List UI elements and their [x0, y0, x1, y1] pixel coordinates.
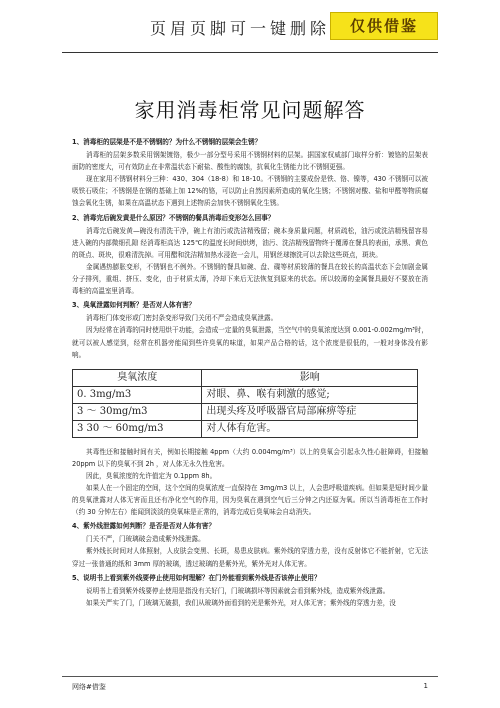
- banner-text: 页眉页脚可一键删除: [150, 19, 331, 38]
- answer-paragraph: 现在家用不锈钢材料分三种：430、304（18-8）和 18-10。不锈钢的主要成份是铁、铬、镍等，430 不锈钢可以被吸铁石吸住；不锈钢是在钢的基础上加 12%的铬，可以防止自然因素所造成的氧化生锈；不锈钢对酸、盐和甲醛等物质腐蚀会氧化生锈，如果在高温状态下遇到上述物质会加快不锈钢氧化生锈。: [72, 175, 428, 208]
- answer-paragraph: 其毒性还和接触时间有关，例如长期接触 4ppm（大约 0.004mg/m³）以上的臭氧会引起永久性心脏障碍，但接触 20ppm 以下的臭氧不到 2h ，对人体无永久性危害。: [72, 447, 428, 468]
- table-row: [73, 420, 418, 437]
- answer-paragraph: 金属遇热膨胀变形，不锈钢也不例外。不锈钢的餐具如碗、盘、碟等材质较薄的餐具在较长的高温状态下会加剧金属分子排列，重组、挤压、变化，由于材质太薄，冷却下来后无法恢复到原来的状态。所以较薄的金属餐具最好不要放在消毒柜的高温室里消毒。: [72, 262, 428, 296]
- question-1: 1、消毒柜的层架是不是不锈钢的？为什么不锈钢的层架会生锈？: [72, 138, 262, 146]
- table-header-row: [73, 369, 418, 386]
- answer-paragraph: 消毒柜的层架多数采用钢架镀铬，极少一部分型号采用不锈钢材料的层架。据国家权威部门取样分析：镀铬的层架表面防的密度大，可有效防止在非常温状态下耐盐、酸性的腐蚀，抗氧化生锈能力比不锈钢更强。: [72, 151, 428, 172]
- ozone-concentration-table: [72, 369, 418, 438]
- table-row: [73, 386, 418, 403]
- answer-paragraph: 门关不严，门玻璃破会造成紫外线泄露。: [86, 535, 205, 544]
- table-cell: 3 ～ 30mg/m3: [73, 403, 202, 420]
- answer-paragraph: 说明书上看到紫外线要停止使用是指没有关好门，门玻璃损坏等因素就会看到紫外线，造成紫外线泄露。: [86, 586, 390, 595]
- question-4: 4、紫外线泄露如何判断？是否是否对人体有害？: [72, 522, 216, 531]
- table-cell: 3 30 ～ 60mg/m3: [73, 420, 202, 437]
- question-5: 5、说明书上看到紫外线要停止使用如何理解？在门外能看到紫外线是否该停止使用？: [72, 573, 321, 582]
- answer-paragraph: 消毒完后碗发黄—碗没有清洗干净，碗上有油污或洗洁精残留；碗本身质量问题，材质疏松，油污或洗洁精残留容易进入碗的内部微细孔隙 经消毒柜高达 125℃的温度长时间烘烤，油污、洗洁精残留物终于覆薄在餐具的表面，承黑、黄色的斑点、斑块，很难清洗掉。可用醋和洗洁精加热水浸泡一会儿，用钢丝球擦洗可以去除这些斑点，斑块。: [72, 226, 428, 259]
- footer-rule: [62, 676, 438, 677]
- reference-badge: 仅供借鉴: [330, 12, 438, 40]
- answer-paragraph: 如果关严实了门，门玻璃无破损，我们从玻璃外面看到的光是紫外光，对人体无害；紫外线的穿透力差，没: [86, 598, 396, 607]
- table-header-cell: 臭氧浓度: [73, 369, 202, 386]
- table-row: [73, 403, 418, 420]
- table-cell: 对人体有危害。: [202, 420, 418, 437]
- answer-paragraph: 因为经常在消毒的同时使用烘干功能，会造成一定量的臭氧泄露，当空气中的臭氧浓度达到 0.001-0.002mg/m³时，就可以被人感觉到，经常在机器旁能闻到些许臭氧的味道，如果产品合格的话，这个浓度是很低的，一般对身体没有影响。: [72, 326, 428, 359]
- answer-paragraph: 消毒柜门体变形或门密封条变形导致门关闭不严会造成臭氧泄露。: [86, 314, 278, 323]
- document-title: 家用消毒柜常见问题解答: [134, 98, 366, 122]
- footer-source: 网络#借鉴: [72, 683, 106, 691]
- ozone-table-wrapper: [72, 369, 428, 438]
- table-cell: 0. 3mg/m3: [73, 386, 202, 403]
- question-3: 3、臭氧泄露如何判断？是否对人体有害？: [72, 301, 196, 310]
- page-number: 1: [423, 682, 428, 690]
- answer-paragraph: 紫外线长时间对人体照射，人皮肤会变黑、长斑，易患皮肤病。紫外线的穿透力差，没有反射体它不能折射，它无法穿过一张普通的纸和 3mm 厚的玻璃，透过玻璃的是紫外光，紫外光对人体无害。: [72, 547, 428, 568]
- question-2: 2、消毒完后碗发黄是什么原因？不锈钢的餐具消毒后变形怎么回事？: [72, 213, 275, 222]
- table-cell: 出现头疼及呼吸器官局部麻痹等症: [202, 403, 418, 420]
- table-cell: 对眼、鼻、喉有刺激的感觉;: [202, 386, 418, 403]
- document-body: [72, 134, 428, 609]
- header-banner: [0, 0, 500, 52]
- answer-paragraph: 因此，臭氧浓度的允许值定为 0.1ppm 8h。: [86, 471, 217, 480]
- header-rule: [62, 52, 438, 53]
- table-header-cell: 影响: [202, 369, 418, 386]
- answer-paragraph: 如果人在一个固定的空间，这个空间的臭氧浓度一直保持在 3mg/m3 以上，人会患呼吸道疾病。但如果是短时间少量的臭氧泄露对人体无害而且还有净化空气的作用，因为臭氧在遇到空气后三分钟之内还原为氧。所以当消毒柜在工作时（约 30 分钟左右）能闻到淡淡的臭氧味是正常的，消毒完成后臭氧味会自动消失。: [72, 483, 428, 517]
